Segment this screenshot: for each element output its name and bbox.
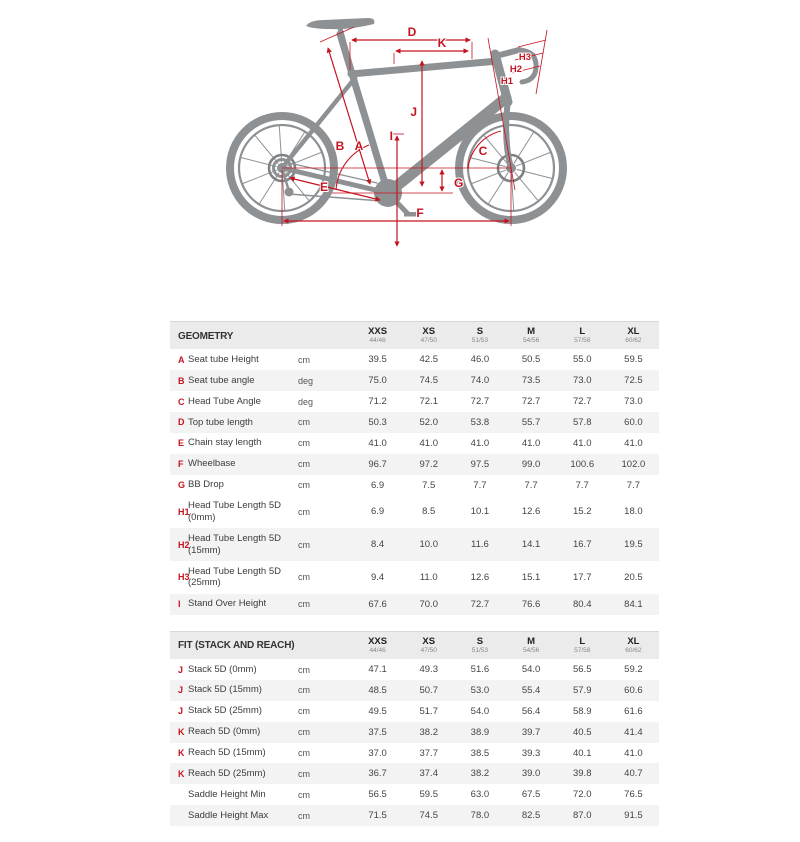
value-cell: 72.5: [624, 375, 643, 387]
value-cell: 67.5: [521, 789, 541, 801]
row-key-letter: K: [178, 748, 185, 758]
size-label: XXS: [368, 635, 388, 647]
row-unit: cm: [298, 685, 310, 696]
value-cell: 76.6: [521, 598, 541, 610]
value-cell: 39.8: [572, 768, 592, 780]
value-cell: 74.5: [419, 810, 438, 822]
value-cell: 7.5: [422, 479, 436, 491]
dim-label-D: D: [407, 25, 417, 39]
size-label: L: [579, 635, 586, 647]
saddle: [306, 18, 374, 29]
value-cell: 48.5: [368, 684, 387, 696]
value-cell: 72.1: [419, 396, 438, 408]
size-column-header: [403, 637, 454, 655]
row-label: Reach 5D (0mm): [188, 726, 261, 738]
top-tube: [351, 61, 498, 74]
row-key-letter: J: [178, 706, 184, 717]
value-cell: 53.8: [470, 416, 490, 428]
row-unit: cm: [298, 810, 310, 821]
value-cell: 41.0: [368, 437, 387, 449]
value-cell: 38.5: [470, 747, 490, 759]
size-range: 51/53: [471, 646, 489, 654]
value-cell: 50.7: [419, 684, 438, 696]
table-row: [170, 784, 659, 805]
size-label: XS: [422, 326, 436, 337]
wheel-spoke: [515, 173, 538, 201]
value-cell: 49.3: [419, 664, 438, 675]
row-key-letter: G: [178, 480, 186, 491]
row-label: Stack 5D (15mm): [188, 684, 262, 696]
value-cell: 11.6: [471, 539, 489, 551]
down-tube: [388, 98, 506, 193]
value-cell: 17.7: [572, 571, 592, 583]
value-cell: 52.0: [419, 416, 438, 428]
table-row: [170, 763, 659, 784]
value-cell: 10.1: [470, 506, 490, 518]
row-label: Stand Over Height: [188, 598, 267, 610]
value-cell: 11.0: [419, 571, 438, 583]
value-cell: 49.5: [368, 705, 387, 717]
value-cell: 41.0: [470, 437, 490, 449]
row-label: Head Tube Length 5D (0mm): [188, 500, 281, 523]
value-cell: 56.4: [521, 705, 541, 717]
dim-label-A: A: [354, 139, 364, 153]
value-cell: 54.0: [470, 705, 490, 717]
wheel-spoke: [514, 133, 533, 163]
value-cell: 6.9: [370, 506, 385, 518]
size-range: 54/56: [522, 646, 540, 654]
size-label: XXS: [368, 326, 388, 337]
row-unit: deg: [298, 375, 314, 386]
value-cell: 38.2: [470, 768, 490, 780]
value-cell: 80.4: [572, 598, 592, 610]
dim-label-F: F: [416, 206, 424, 220]
table-row: [170, 561, 659, 594]
table-header-row: [170, 631, 659, 659]
value-cell: 15.2: [572, 506, 592, 518]
size-label: M: [527, 635, 536, 647]
row-unit: cm: [298, 789, 310, 800]
fit-table: [170, 631, 659, 826]
value-cell: 97.2: [419, 458, 438, 470]
size-range: 47/50: [420, 336, 437, 344]
row-unit: deg: [298, 396, 314, 407]
row-key-letter: C: [178, 396, 185, 407]
value-cell: 72.7: [521, 396, 541, 408]
value-cell: 73.5: [521, 375, 541, 387]
value-cell: 6.9: [370, 479, 385, 491]
row-label: Stack 5D (25mm): [188, 705, 262, 717]
table-row: [170, 528, 659, 561]
size-label: XL: [627, 635, 640, 647]
seat-stay: [282, 78, 355, 168]
row-key-letter: J: [178, 685, 184, 696]
wheel-spoke: [255, 136, 278, 164]
value-cell: 8.5: [422, 506, 436, 518]
row-label: Head Tube Length 5D (15mm): [188, 532, 281, 556]
value-cell: 75.0: [368, 375, 387, 387]
table-title: GEOMETRY: [178, 330, 234, 342]
table-row: [170, 391, 659, 412]
size-label: S: [476, 635, 484, 647]
row-label: Head Tube Length 5D (25mm): [188, 565, 281, 589]
wheel-spoke: [279, 126, 281, 162]
value-cell: 9.4: [370, 571, 385, 583]
size-range: 60/62: [625, 646, 642, 654]
value-cell: 7.7: [473, 479, 487, 491]
value-cell: 18.0: [624, 506, 643, 518]
value-cell: 59.2: [624, 664, 643, 675]
table-row: [170, 349, 659, 370]
table-row: [170, 370, 659, 391]
size-column-header: [352, 327, 403, 345]
table-header-row: [170, 321, 659, 349]
value-cell: 63.0: [470, 789, 490, 801]
value-cell: 72.7: [470, 598, 490, 610]
size-label: XS: [422, 635, 436, 647]
row-key-letter: B: [178, 375, 185, 386]
value-cell: 41.0: [521, 437, 541, 449]
row-key-letter: H2: [178, 539, 190, 550]
row-key-letter: F: [178, 459, 184, 470]
dim-label-K: K: [437, 36, 447, 50]
row-unit: cm: [298, 748, 310, 758]
value-cell: 55.0: [572, 354, 592, 366]
value-cell: 60.0: [624, 416, 643, 428]
value-cell: 15.1: [521, 571, 541, 583]
row-unit: cm: [298, 506, 310, 517]
value-cell: 53.0: [470, 684, 490, 696]
value-cell: 78.0: [470, 810, 490, 822]
row-key-letter: E: [178, 438, 185, 449]
size-range: 51/53: [471, 336, 489, 344]
value-cell: 71.2: [368, 396, 387, 408]
size-column-header: [403, 327, 454, 345]
value-cell: 39.3: [521, 747, 541, 759]
value-cell: 74.5: [419, 375, 438, 387]
row-label: Reach 5D (25mm): [188, 767, 266, 779]
value-cell: 82.5: [521, 810, 541, 822]
value-cell: 87.0: [572, 810, 592, 822]
row-label: Top tube length: [188, 416, 253, 428]
value-cell: 39.5: [368, 354, 387, 366]
size-column-header: [352, 637, 403, 655]
value-cell: 8.4: [370, 539, 385, 551]
value-cell: 37.5: [368, 726, 387, 738]
value-cell: 7.7: [575, 479, 589, 491]
value-cell: 12.6: [521, 506, 541, 518]
value-cell: 39.0: [521, 768, 541, 780]
value-cell: 57.9: [572, 684, 592, 696]
dim-label-H1: H1: [500, 76, 514, 87]
value-cell: 67.6: [368, 598, 387, 610]
value-cell: 74.0: [470, 375, 490, 387]
value-cell: 54.0: [521, 664, 541, 675]
row-label: BB Drop: [188, 479, 224, 491]
value-cell: 10.0: [419, 539, 438, 551]
value-cell: 7.7: [524, 479, 538, 491]
size-column-header: [608, 327, 659, 345]
dim-label-H2: H2: [509, 64, 523, 75]
size-range: 57/58: [574, 646, 591, 654]
value-cell: 41.4: [624, 726, 643, 738]
table-row: [170, 454, 659, 475]
size-column-header: [506, 327, 557, 345]
table-row: [170, 701, 659, 722]
dim-label-I: I: [389, 129, 393, 143]
value-cell: 91.5: [624, 810, 643, 822]
value-cell: 96.7: [368, 458, 387, 470]
size-column-header: [608, 637, 659, 655]
pedal: [404, 212, 416, 217]
value-cell: 50.3: [368, 416, 387, 428]
value-cell: 39.7: [521, 726, 541, 738]
dim-label-H3: H3: [518, 52, 532, 63]
value-cell: 57.8: [572, 416, 592, 428]
value-cell: 97.5: [470, 458, 490, 470]
size-range: 57/58: [574, 336, 591, 344]
table-row: [170, 743, 659, 764]
value-cell: 100.6: [570, 458, 595, 470]
bike-diagram-svg: [220, 4, 584, 258]
value-cell: 60.6: [624, 684, 643, 696]
value-cell: 59.5: [419, 789, 438, 801]
size-label: XL: [627, 326, 640, 337]
size-range: 54/56: [522, 336, 540, 344]
row-key-letter: I: [178, 599, 181, 610]
value-cell: 71.5: [368, 810, 387, 822]
dim-label-J: J: [410, 105, 417, 119]
value-cell: 38.9: [470, 726, 490, 738]
table-row: [170, 475, 659, 496]
row-key-letter: J: [178, 664, 184, 675]
row-key-letter: H3: [178, 572, 190, 583]
size-label: M: [527, 326, 536, 337]
value-cell: 40.5: [572, 726, 592, 738]
value-cell: 36.7: [368, 768, 387, 780]
value-cell: 61.6: [624, 705, 643, 717]
value-cell: 47.1: [368, 664, 387, 675]
value-cell: 37.7: [419, 747, 438, 759]
table-row: [170, 412, 659, 433]
value-cell: 73.0: [624, 396, 643, 408]
dim-label-B: B: [335, 139, 345, 153]
value-cell: 41.0: [419, 437, 438, 449]
row-unit: cm: [298, 599, 310, 610]
stem: [496, 50, 519, 56]
value-cell: 14.1: [521, 539, 541, 551]
value-cell: 41.0: [572, 437, 592, 449]
dim-label-G: G: [454, 176, 464, 190]
value-cell: 19.5: [624, 539, 643, 551]
row-unit: cm: [298, 354, 310, 365]
bike-geometry-diagram: [220, 4, 584, 258]
geometry-table: [170, 321, 659, 615]
value-cell: 76.5: [624, 789, 643, 801]
value-cell: 46.0: [470, 354, 490, 366]
row-unit: cm: [298, 664, 310, 675]
size-range: 44/46: [369, 336, 386, 344]
row-label: Saddle Height Max: [188, 809, 269, 821]
size-column-header: [506, 637, 557, 655]
value-cell: 38.2: [419, 726, 438, 738]
row-label: Saddle Height Min: [188, 788, 266, 800]
row-unit: cm: [298, 539, 310, 550]
size-range: 44/46: [369, 646, 386, 654]
table-row: [170, 433, 659, 454]
table-row: [170, 496, 659, 529]
value-cell: 51.7: [419, 705, 438, 717]
value-cell: 37.4: [419, 768, 438, 780]
row-label: Chain stay length: [188, 437, 262, 449]
row-key-letter: H1: [178, 506, 190, 517]
value-cell: 84.1: [624, 598, 643, 610]
value-cell: 70.0: [419, 598, 438, 610]
wheel-spoke: [489, 173, 508, 203]
row-unit: cm: [298, 459, 310, 470]
value-cell: 16.7: [572, 539, 592, 551]
fork: [506, 100, 511, 168]
value-cell: 102.0: [621, 458, 646, 470]
table-row: [170, 659, 659, 680]
row-key-letter: K: [178, 768, 185, 779]
value-cell: 50.5: [521, 354, 541, 366]
row-unit: cm: [298, 417, 310, 428]
value-cell: 51.6: [470, 664, 490, 675]
value-cell: 56.5: [368, 789, 387, 801]
size-range: 47/50: [420, 646, 437, 654]
value-cell: 55.4: [521, 684, 541, 696]
row-key-letter: D: [178, 417, 185, 428]
value-cell: 40.7: [624, 768, 643, 780]
row-label: Wheelbase: [188, 458, 236, 470]
table-title: FIT (STACK AND REACH): [178, 640, 295, 652]
size-column-header: [454, 637, 505, 655]
value-cell: 42.5: [419, 354, 438, 366]
geometry-tables: [170, 321, 659, 842]
value-cell: 41.0: [624, 747, 643, 759]
row-unit: cm: [298, 480, 310, 491]
row-unit: cm: [298, 706, 310, 717]
value-cell: 56.5: [572, 664, 592, 675]
row-label: Head Tube Angle: [188, 395, 261, 407]
table-row: [170, 805, 659, 826]
value-cell: 20.5: [624, 571, 643, 583]
row-label: Seat tube Height: [188, 353, 259, 365]
row-label: Seat tube angle: [188, 374, 255, 386]
value-cell: 73.0: [572, 375, 592, 387]
row-unit: cm: [298, 572, 310, 583]
size-column-header: [454, 327, 505, 345]
value-cell: 59.5: [624, 354, 643, 366]
value-cell: 12.6: [470, 571, 490, 583]
dim-label-C: C: [478, 144, 488, 158]
dim-label-E: E: [319, 180, 329, 194]
size-label: L: [579, 326, 586, 337]
value-cell: 55.7: [521, 416, 541, 428]
value-cell: 72.7: [470, 396, 490, 408]
row-key-letter: A: [178, 354, 185, 365]
row-unit: cm: [298, 438, 310, 449]
value-cell: 40.1: [572, 747, 592, 759]
value-cell: 72.0: [572, 789, 592, 801]
size-column-header: [557, 327, 608, 345]
wheel-spoke: [260, 173, 279, 203]
size-column-header: [557, 637, 608, 655]
row-label: Stack 5D (0mm): [188, 663, 257, 675]
table-row: [170, 722, 659, 743]
size-range: 60/62: [625, 336, 642, 344]
row-label: Reach 5D (15mm): [188, 747, 266, 759]
value-cell: 37.0: [368, 747, 387, 759]
table-row: [170, 594, 659, 615]
size-label: S: [476, 326, 484, 337]
value-cell: 72.7: [572, 396, 592, 408]
table-row: [170, 680, 659, 701]
row-unit: cm: [298, 727, 310, 738]
value-cell: 7.7: [626, 479, 641, 491]
row-key-letter: K: [178, 727, 185, 738]
value-cell: 41.0: [624, 437, 643, 449]
value-cell: 58.9: [572, 705, 592, 717]
value-cell: 99.0: [521, 458, 541, 470]
row-unit: cm: [298, 768, 310, 779]
